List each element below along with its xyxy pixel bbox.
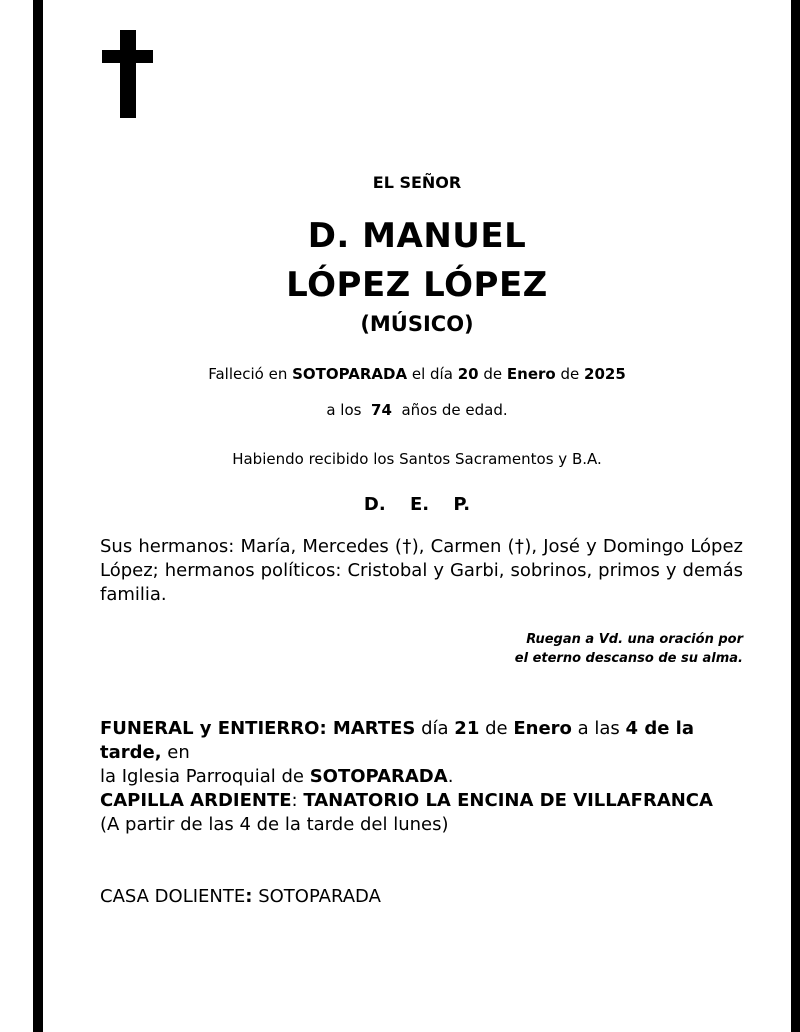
rip-text: D. E. P.	[363, 494, 471, 515]
chapel-note: (A partir de las 4 de la tarde del lunes)	[100, 814, 449, 835]
funeral-info	[100, 717, 750, 789]
death-month: Enero	[506, 365, 556, 383]
funeral-line-1: FUNERAL y ENTIERRO: MARTES día 21 de Enero a las 4 de la tarde, en	[100, 718, 694, 763]
mourning-house: CASA DOLIENTE: SOTOPARADA	[100, 886, 381, 907]
left-border	[33, 0, 43, 1032]
funeral-line-2: la Iglesia Parroquial de SOTOPARADA.	[100, 766, 454, 787]
honorific: EL SEÑOR	[372, 173, 462, 192]
death-place: SOTOPARADA	[292, 365, 408, 383]
age-value: 74	[371, 401, 392, 419]
cross-horizontal-bar	[102, 50, 153, 63]
funeral-place: SOTOPARADA	[309, 766, 448, 787]
sacraments-statement: Habiendo recibido los Santos Sacramentos y B.A.	[232, 450, 602, 468]
prayer-request	[420, 630, 743, 668]
death-day: 20	[457, 365, 479, 383]
funeral-time: 4 de la tarde,	[100, 718, 694, 763]
chapel-info	[100, 789, 750, 837]
age-statement: a los 74 años de edad.	[326, 401, 508, 419]
prayer-line-2: el eterno descanso de su alma.	[514, 651, 743, 666]
deceased-name-first: D. MANUEL	[307, 216, 527, 256]
chapel-place: TANATORIO LA ENCINA DE VILLAFRANCA	[303, 790, 713, 811]
cross-vertical-bar	[120, 30, 136, 118]
funeral-month: Enero	[513, 718, 572, 739]
family-paragraph: Sus hermanos: María, Mercedes (†), Carmen (†), José y Domingo López López; hermanos políticos: Cristobal y Garbi, sobrinos, primos y demás familia.	[100, 536, 743, 605]
occupation: (MÚSICO)	[360, 312, 474, 336]
prayer-line-1: Ruegan a Vd. una oración por	[526, 632, 743, 647]
right-border	[791, 0, 800, 1032]
funeral-day: 21	[454, 718, 480, 739]
death-statement: Falleció en SOTOPARADA el día 20 de Enero de 2025	[208, 365, 626, 383]
death-year: 2025	[584, 365, 626, 383]
chapel-line-1: CAPILLA ARDIENTE: TANATORIO LA ENCINA DE VILLAFRANCA	[100, 790, 713, 811]
deceased-name-surnames: LÓPEZ LÓPEZ	[286, 265, 548, 305]
mourning-house-place: SOTOPARADA	[258, 886, 381, 907]
